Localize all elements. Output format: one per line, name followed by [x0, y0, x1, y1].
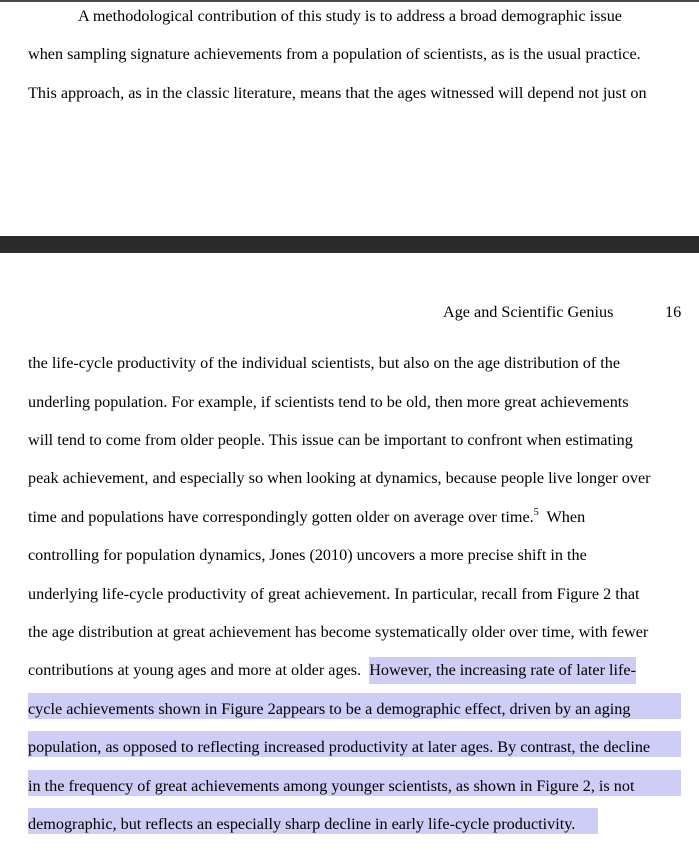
text-line: when sampling signature achievements from a population of scientists, as is the usual practice.	[28, 45, 641, 63]
text-line: peak achievement, and especially so when looking at dynamics, because people live longer over	[28, 469, 651, 487]
text-line: in the frequency of great achievements among younger scientists, as shown in Figure 2, is not	[28, 777, 635, 795]
text-line	[28, 660, 636, 680]
text-line: population, as opposed to reflecting increased productivity at later ages. By contrast, the decline	[28, 738, 651, 756]
text-segment: time and populations have correspondingly gotten older on average over time.	[28, 508, 534, 526]
text-line: will tend to come from older people. This issue can be important to confront when estimating	[28, 431, 633, 449]
current-page	[0, 253, 699, 850]
text-segment: When	[538, 508, 586, 526]
page-number: 16	[665, 303, 682, 321]
footnote-marker[interactable]: 5	[533, 507, 539, 518]
previous-page	[0, 2, 699, 236]
text-line: controlling for population dynamics, Jones (2010) uncovers a more precise shift in the	[28, 546, 587, 564]
text-line: This approach, as in the classic literature, means that the ages witnessed will depend not just on	[28, 84, 647, 102]
text-highlight[interactable]: However, the increasing rate of later life-	[369, 657, 636, 684]
text-line: underling population. For example, if scientists tend to be old, then more great achievements	[28, 393, 629, 411]
text-segment: contributions at young ages and more at older ages.	[28, 661, 370, 679]
text-line: A methodological contribution of this study is to address a broad demographic issue	[78, 7, 622, 25]
text-line: demographic, but reflects an especially sharp decline in early life-cycle productivity.	[28, 815, 576, 833]
text-line: the life-cycle productivity of the individual scientists, but also on the age distribution of the	[28, 354, 621, 372]
text-line: cycle achievements shown in Figure 2appears to be a demographic effect, driven by an aging	[28, 700, 631, 718]
running-head: Age and Scientific Genius	[443, 303, 614, 321]
text-line: the age distribution at great achievement has become systematically older over time, with fewer	[28, 623, 649, 641]
text-line	[28, 507, 585, 527]
page-separator	[0, 236, 699, 253]
text-line: underlying life-cycle productivity of great achievement. In particular, recall from Figure 2 that	[28, 585, 640, 603]
